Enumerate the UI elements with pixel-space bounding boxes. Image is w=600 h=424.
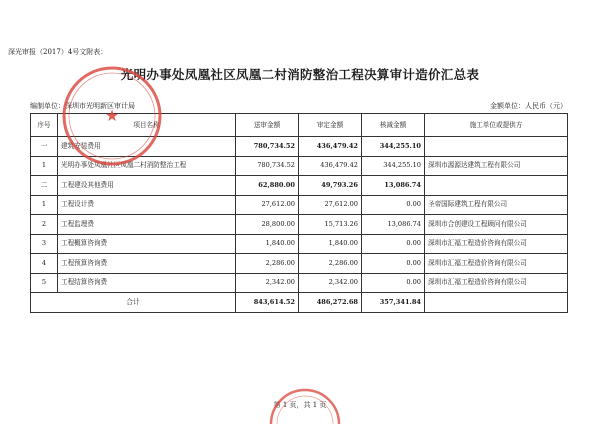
row-provider: 圣帝国际建筑工程有限公司 (425, 195, 568, 215)
row-submitted-amount: 2,286.00 (236, 254, 299, 274)
row-reduced-amount: 0.00 (362, 254, 425, 274)
row-item-name: 工程结算咨询费 (58, 273, 236, 293)
row-item-name: 工程设计费 (58, 195, 236, 215)
row-reduced-amount: 0.00 (362, 195, 425, 215)
row-reduced-amount: 344,255.10 (362, 156, 425, 176)
row-number: 1 (31, 195, 58, 215)
row-submitted-amount: 62,880.00 (236, 176, 299, 196)
row-provider: 深圳市汇福工程造价咨询有限公司 (425, 273, 568, 293)
row-approved-amount: 2,342.00 (299, 273, 362, 293)
table-total-row (31, 293, 568, 313)
table-row (31, 273, 568, 293)
total-approved-amount: 486,272.68 (299, 293, 362, 313)
table-row (31, 234, 568, 254)
row-item-name: 工程建设其他费用 (58, 176, 236, 196)
compiling-unit: 编制单位：深圳市光明新区审计局 (30, 102, 135, 110)
table-row (31, 176, 568, 196)
row-provider (425, 137, 568, 157)
column-header-reduced: 核减金额 (362, 114, 425, 137)
table-header-row (31, 114, 568, 137)
row-submitted-amount: 27,612.00 (236, 195, 299, 215)
row-number: 1 (31, 156, 58, 176)
amount-unit: 金额单位：人民币（元） (490, 102, 567, 110)
row-provider: 深圳市汇福工程造价咨询有限公司 (425, 254, 568, 274)
table-row (31, 195, 568, 215)
page-footer: 第 1 页，共 1 页 (273, 401, 327, 409)
row-number: 4 (31, 254, 58, 274)
total-submitted-amount: 843,614.52 (236, 293, 299, 313)
table-row (31, 156, 568, 176)
svg-text:★: ★ (104, 106, 120, 125)
row-number: 一 (31, 137, 58, 157)
column-header-approved: 审定金额 (299, 114, 362, 137)
row-submitted-amount: 2,342.00 (236, 273, 299, 293)
column-header-name: 项目名称 (58, 114, 236, 137)
table-row (31, 215, 568, 235)
row-provider: 深圳市汇福工程造价咨询有限公司 (425, 234, 568, 254)
row-number: 2 (31, 215, 58, 235)
table-row (31, 254, 568, 274)
row-submitted-amount: 1,840.00 (236, 234, 299, 254)
row-reduced-amount: 0.00 (362, 273, 425, 293)
row-provider: 深圳市源源达建筑工程有限公司 (425, 156, 568, 176)
row-reduced-amount: 0.00 (362, 234, 425, 254)
row-provider: 深圳市合创建设工程顾问有限公司 (425, 215, 568, 235)
row-item-name: 光明办事处凤凰社区凤凰二村消防整治工程 (58, 156, 236, 176)
row-reduced-amount: 13,086.74 (362, 215, 425, 235)
row-approved-amount: 27,612.00 (299, 195, 362, 215)
row-item-name: 工程监理费 (58, 215, 236, 235)
row-provider (425, 176, 568, 196)
document-title: 光明办事处凤凰社区凤凰二村消防整治工程决算审计造价汇总表 (120, 67, 480, 82)
total-label: 合计 (31, 293, 236, 313)
row-item-name: 建筑安装费用 (58, 137, 236, 157)
row-item-name: 工程预算咨询费 (58, 254, 236, 274)
row-approved-amount: 49,793.26 (299, 176, 362, 196)
row-item-name: 工程概算咨询费 (58, 234, 236, 254)
row-reduced-amount: 344,255.10 (362, 137, 425, 157)
document-reference: 深光审报（2017）4号文附表： (8, 48, 108, 56)
column-header-provider: 施工单位或提供方 (425, 114, 568, 137)
column-header-submitted: 送审金额 (236, 114, 299, 137)
row-submitted-amount: 780,734.52 (236, 137, 299, 157)
row-submitted-amount: 780,734.52 (236, 156, 299, 176)
row-number: 二 (31, 176, 58, 196)
row-approved-amount: 1,840.00 (299, 234, 362, 254)
row-approved-amount: 2,286.00 (299, 254, 362, 274)
row-number: 5 (31, 273, 58, 293)
table-row (31, 137, 568, 157)
row-submitted-amount: 28,800.00 (236, 215, 299, 235)
column-header-no: 序号 (31, 114, 58, 137)
audit-summary-table (30, 113, 568, 313)
row-approved-amount: 436,479.42 (299, 156, 362, 176)
row-approved-amount: 15,713.26 (299, 215, 362, 235)
row-approved-amount: 436,479.42 (299, 137, 362, 157)
total-provider-empty (425, 293, 568, 313)
table-body (31, 137, 568, 313)
page-seal-stamp (265, 372, 345, 424)
row-reduced-amount: 13,086.74 (362, 176, 425, 196)
total-reduced-amount: 357,341.84 (362, 293, 425, 313)
row-number: 3 (31, 234, 58, 254)
